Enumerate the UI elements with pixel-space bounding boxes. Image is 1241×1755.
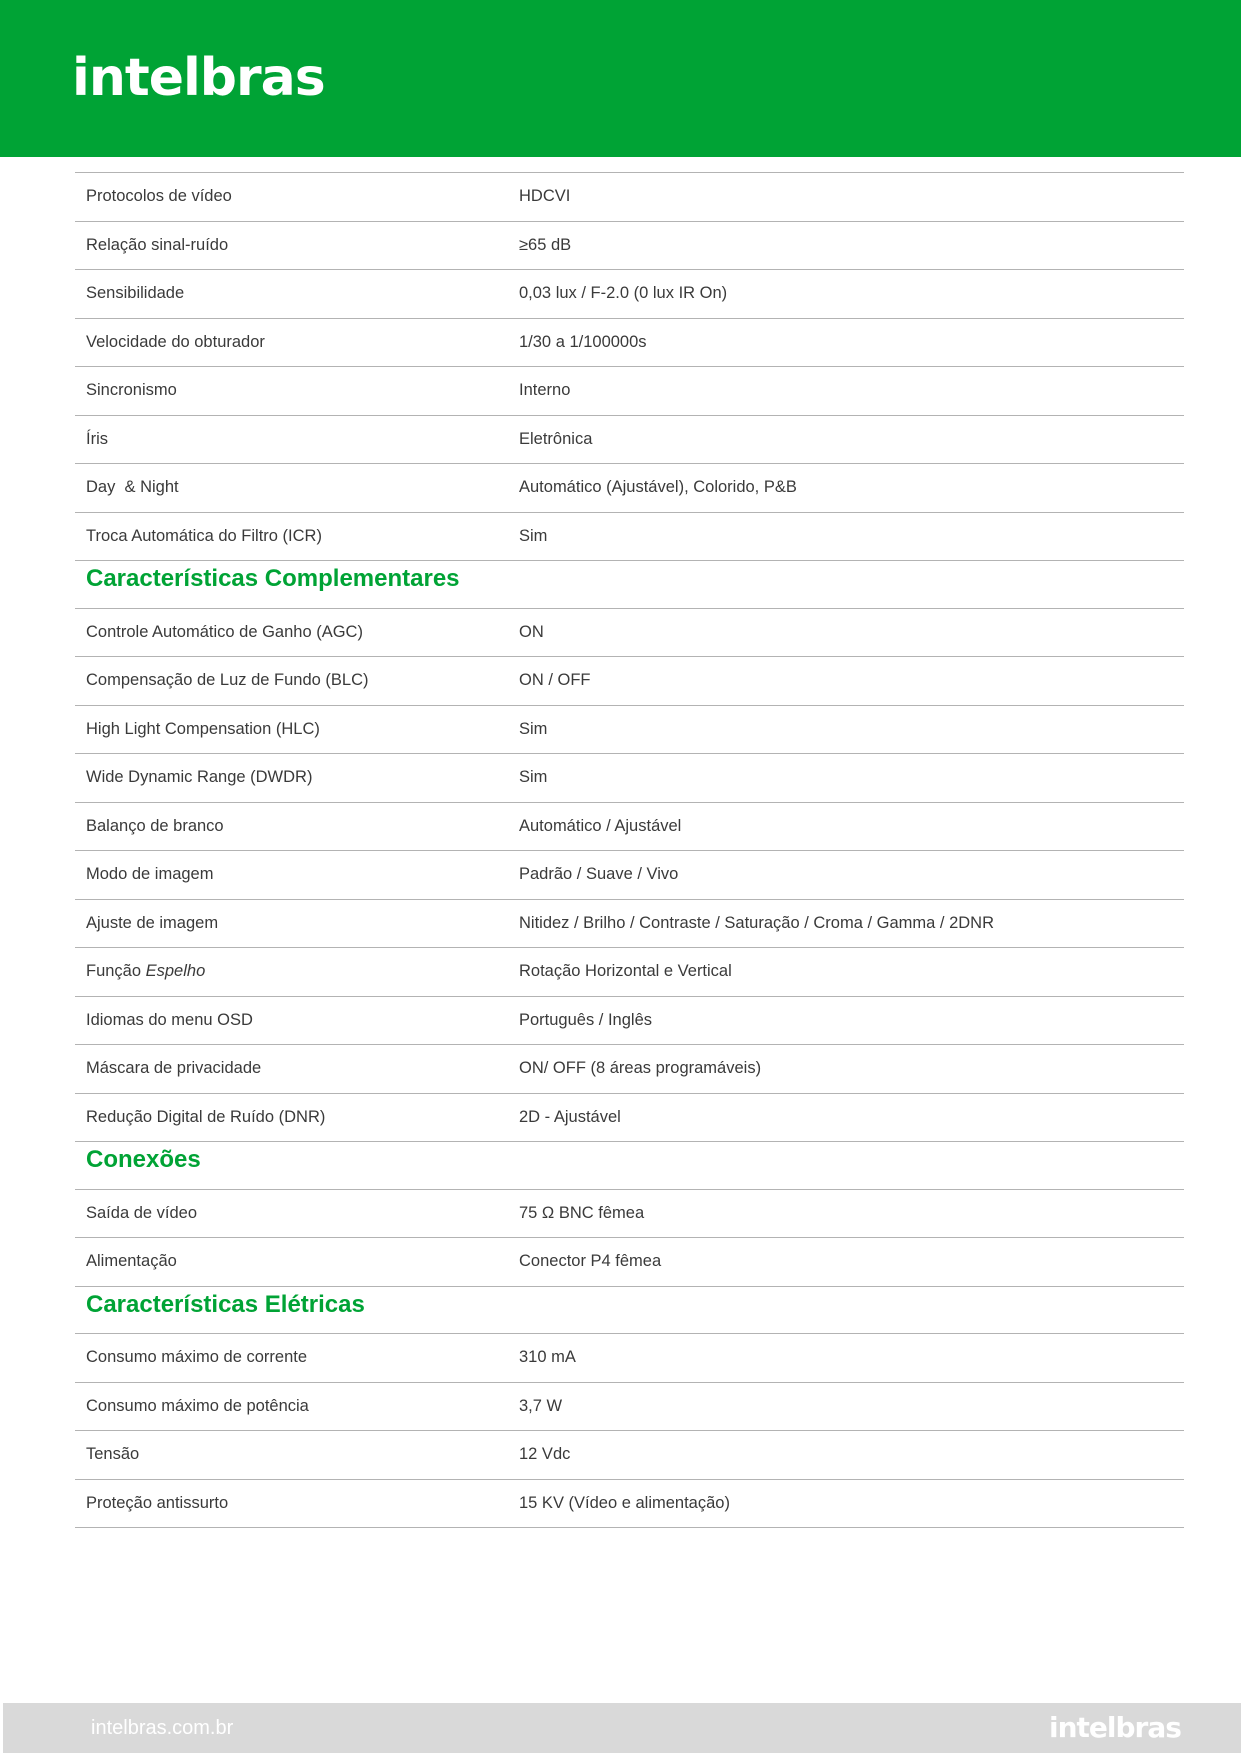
table-row <box>75 1094 1184 1143</box>
intelbras-footer-logo: intelbras <box>1049 1711 1181 1744</box>
website-link[interactable]: intelbras.com.br <box>91 1717 234 1739</box>
spec-value: 1/30 a 1/100000s <box>519 332 647 351</box>
spec-value: Rotação Horizontal e Vertical <box>519 962 732 981</box>
spec-label: Protocolos de vídeo <box>86 187 232 206</box>
section-heading: Conexões <box>75 1142 1184 1190</box>
table-row <box>75 1045 1184 1094</box>
spec-value: ON <box>519 622 544 641</box>
table-row <box>75 997 1184 1046</box>
spec-label: Saída de vídeo <box>86 1203 198 1222</box>
spec-value: HDCVI <box>519 187 571 206</box>
spec-label: Idiomas do menu OSD <box>86 1010 253 1029</box>
table-row <box>75 270 1184 319</box>
spec-label: Consumo máximo de corrente <box>86 1348 308 1367</box>
spec-value: Eletrônica <box>519 429 593 448</box>
table-row <box>75 319 1184 368</box>
table-row <box>75 657 1184 706</box>
spec-value: Português / Inglês <box>519 1010 652 1029</box>
spec-label: Íris <box>86 429 108 448</box>
spec-label: Troca Automática do Filtro (ICR) <box>86 526 322 545</box>
spec-label: Redução Digital de Ruído (DNR) <box>86 1107 326 1126</box>
spec-label: Consumo máximo de potência <box>86 1396 309 1415</box>
spec-value: Nitidez / Brilho / Contraste / Saturação / Croma / Gamma / 2DNR <box>519 913 994 932</box>
table-row <box>75 173 1184 222</box>
spec-value: Padrão / Suave / Vivo <box>519 865 679 884</box>
spec-value: ON / OFF <box>519 671 591 690</box>
spec-label: Balanço de branco <box>86 816 224 835</box>
spec-label: Proteção antissurto <box>86 1493 229 1512</box>
table-row <box>75 1190 1184 1239</box>
spec-value: 15 KV (Vídeo e alimentação) <box>519 1493 730 1512</box>
spec-label: Controle Automático de Ganho (AGC) <box>86 622 363 641</box>
table-row <box>75 416 1184 465</box>
spec-value: 2D - Ajustável <box>519 1107 621 1126</box>
spec-label: Relação sinal-ruído <box>86 235 229 254</box>
spec-label: High Light Compensation (HLC) <box>86 719 320 738</box>
spec-table <box>75 172 1184 1528</box>
section-heading: Características Elétricas <box>75 1287 1184 1335</box>
spec-value: Conector P4 fêmea <box>519 1252 662 1271</box>
spec-label: Sensibilidade <box>86 284 185 303</box>
table-row <box>75 222 1184 271</box>
spec-value: Sim <box>519 526 548 545</box>
spec-label: Modo de imagem <box>86 865 214 884</box>
spec-value: Interno <box>519 381 571 400</box>
spec-label-prefix: Função <box>86 962 146 981</box>
spec-label <box>75 962 519 981</box>
spec-value: 310 mA <box>519 1348 576 1367</box>
spec-label: Ajuste de imagem <box>86 913 219 932</box>
spec-label: Máscara de privacidade <box>86 1059 262 1078</box>
spec-value: Sim <box>519 768 548 787</box>
table-row <box>75 948 1184 997</box>
table-row <box>75 609 1184 658</box>
spec-value: ≥65 dB <box>519 235 572 254</box>
table-row <box>75 1238 1184 1287</box>
spec-label-emphasis: Espelho <box>145 962 206 981</box>
table-row <box>75 1334 1184 1383</box>
spec-label: Compensação de Luz de Fundo (BLC) <box>86 671 369 690</box>
table-row <box>75 513 1184 562</box>
table-row <box>75 706 1184 755</box>
spec-value: 75 Ω BNC fêmea <box>519 1203 645 1222</box>
spec-value: 12 Vdc <box>519 1445 571 1464</box>
spec-label: Wide Dynamic Range (DWDR) <box>86 768 313 787</box>
spec-value: Sim <box>519 719 548 738</box>
spec-label: Sincronismo <box>86 381 177 400</box>
table-row <box>75 754 1184 803</box>
spec-value: Automático (Ajustável), Colorido, P&B <box>519 478 797 497</box>
spec-label: Alimentação <box>86 1252 177 1271</box>
table-row <box>75 1383 1184 1432</box>
footer-bar <box>3 1703 1241 1753</box>
table-row <box>75 900 1184 949</box>
header-bar <box>0 0 1241 157</box>
spec-value: Automático / Ajustável <box>519 816 682 835</box>
intelbras-logo: intelbras <box>72 48 325 108</box>
table-row <box>75 1431 1184 1480</box>
table-row <box>75 803 1184 852</box>
spec-value: 0,03 lux / F-2.0 (0 lux IR On) <box>519 284 728 303</box>
table-row <box>75 464 1184 513</box>
section-heading: Características Complementares <box>75 561 1184 609</box>
spec-value: 3,7 W <box>519 1396 563 1415</box>
spec-label: Velocidade do obturador <box>86 332 265 351</box>
table-row <box>75 367 1184 416</box>
spec-value: ON/ OFF (8 áreas programáveis) <box>519 1059 762 1078</box>
spec-label: Tensão <box>86 1445 140 1464</box>
table-row <box>75 1480 1184 1529</box>
spec-label: Day & Night <box>86 478 179 497</box>
table-row <box>75 851 1184 900</box>
